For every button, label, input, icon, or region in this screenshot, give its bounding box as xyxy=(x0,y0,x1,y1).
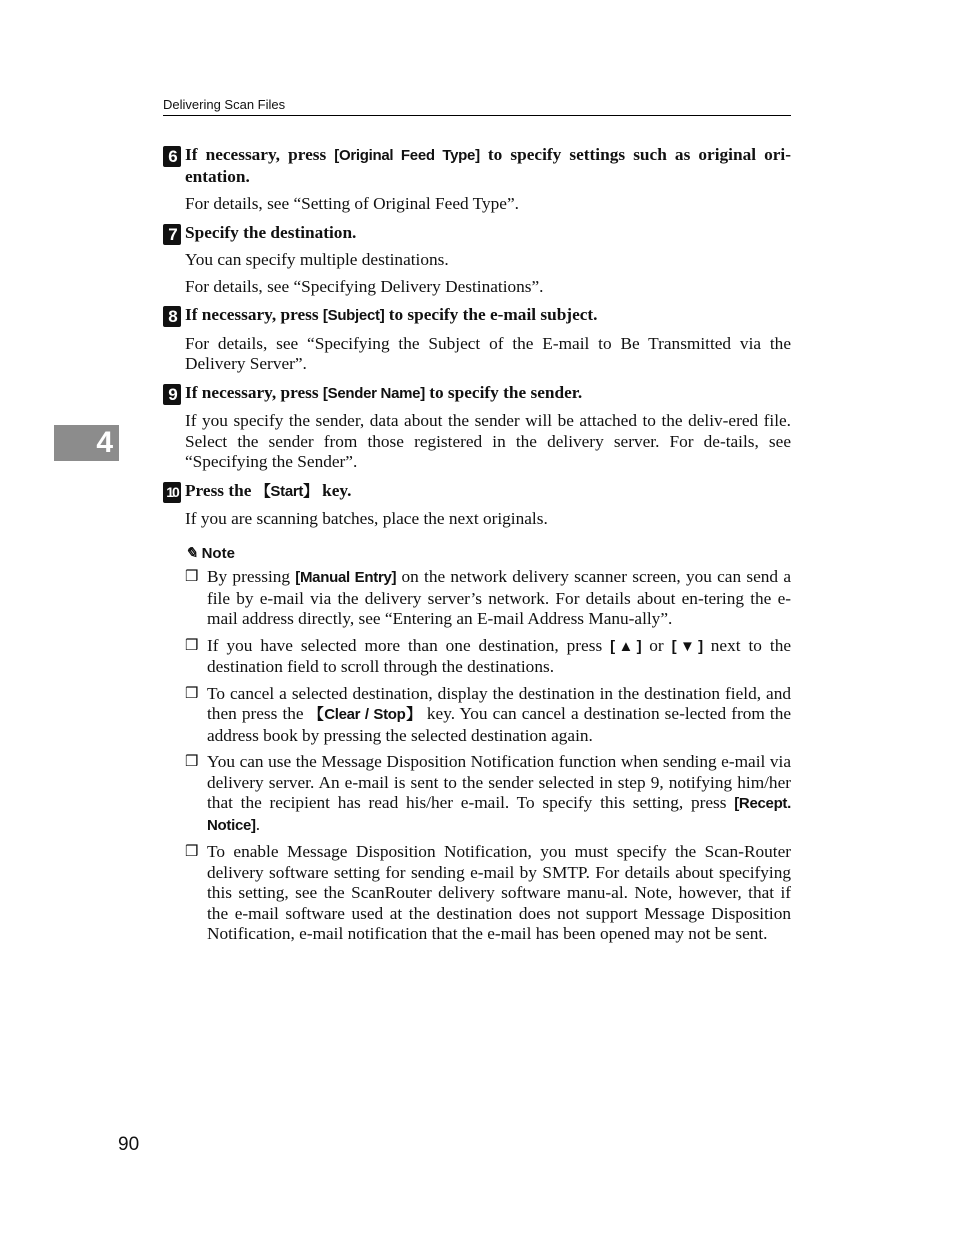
step-title: If necessary, press [Sender Name] to specify the sender. xyxy=(185,382,583,402)
step-7 xyxy=(163,223,791,298)
checkbox-bullet-icon: ❒ xyxy=(185,685,199,702)
key-label: 【Start】 xyxy=(255,482,318,500)
note-item: ❒ By pressing [Manual Entry] on the network delivery scanner screen, you can send a file by e-mail via the delivery server’s network. For details about en-tering the e-mail address directly, see “Entering an E-mail Address Manu-ally”. xyxy=(185,567,791,628)
step-10 xyxy=(163,481,791,530)
step-8 xyxy=(163,305,791,375)
page-number: 90 xyxy=(118,1134,140,1155)
note-item: ❒ You can use the Message Disposition Notification function when sending e-mail via delivery server. An e-mail is sent to the sender selected in step 9, notifying him/her that the recipient has read his/her e-mail. To specify this setting, press [Recept. Notice]. xyxy=(185,752,791,834)
key-label: [Original Feed Type] xyxy=(334,147,480,164)
key-label: [▲] xyxy=(610,637,642,655)
key-label: 【Clear / Stop】 xyxy=(308,706,422,723)
note-item: ❒ If you have selected more than one destination, press [▲] or [▼] next to the destination field to scroll through the destinations. xyxy=(185,635,791,676)
key-label: [Manual Entry] xyxy=(295,569,397,586)
step-title: If necessary, press [Original Feed Type] to specify settings such as original ori-entation. xyxy=(185,145,791,186)
header-title: Delivering Scan Files xyxy=(163,97,286,112)
step-6 xyxy=(163,145,791,215)
checkbox-bullet-icon: ❒ xyxy=(185,754,199,770)
step-body: For details, see “Specifying the Subject of the E-mail to Be Transmitted via the Delivery Server”. xyxy=(185,333,791,373)
step-number: 7 xyxy=(163,224,181,245)
step-body: If you specify the sender, data about the sender will be attached to the deliv-ered file. Select the sender from those registered in the delivery server. For de-tails, see “Specifying the Sender”. xyxy=(185,411,791,471)
main-content xyxy=(163,145,791,951)
key-label: [Subject] xyxy=(322,307,385,324)
running-header xyxy=(163,96,791,116)
key-label: [Sender Name] xyxy=(322,384,425,402)
note-heading: ✎ Note xyxy=(185,544,791,565)
step-number: 9 xyxy=(163,384,181,405)
note-item: ❒ To enable Message Disposition Notification, you must specify the Scan-Router delivery software setting for sending e-mail by SMTP. For details about specifying this setting, see the ScanRouter delivery software manu-al. Note, however, that if the e-mail software used at the destination does not support Message Disposition Notification, e-mail notification that the e-mail has been opened may not be sent. xyxy=(185,842,791,943)
step-body: If you are scanning batches, place the next originals. xyxy=(185,509,548,528)
step-9 xyxy=(163,383,791,473)
step-number: 10 xyxy=(163,482,181,503)
key-label: [Recept. Notice] xyxy=(207,795,791,834)
step-number: 8 xyxy=(163,306,181,327)
note-section xyxy=(185,544,791,945)
step-body: For details, see “Setting of Original Feed Type”. xyxy=(185,194,519,213)
step-body: For details, see “Specifying Delivery Destinations”. xyxy=(185,276,544,296)
checkbox-bullet-icon: ❒ xyxy=(185,637,199,654)
pencil-icon: ✎ xyxy=(185,544,198,562)
step-title: Press the 【Start】 key. xyxy=(185,480,352,500)
step-title: Specify the destination. xyxy=(185,222,357,242)
chapter-tab: 4 xyxy=(54,425,119,461)
key-label: [▼] xyxy=(671,637,703,655)
note-item: ❒ To cancel a selected destination, display the destination in the destination field, and then press the 【Clear / Stop】 key. You can cancel a destination se-lected from the address book by pressing the selected destination again. xyxy=(185,683,792,745)
checkbox-bullet-icon: ❒ xyxy=(185,569,199,585)
step-body: You can specify multiple destinations. xyxy=(185,250,449,269)
step-number: 6 xyxy=(163,146,181,167)
step-title: If necessary, press [Subject] to specify the e-mail subject. xyxy=(185,305,598,324)
checkbox-bullet-icon: ❒ xyxy=(185,844,199,860)
